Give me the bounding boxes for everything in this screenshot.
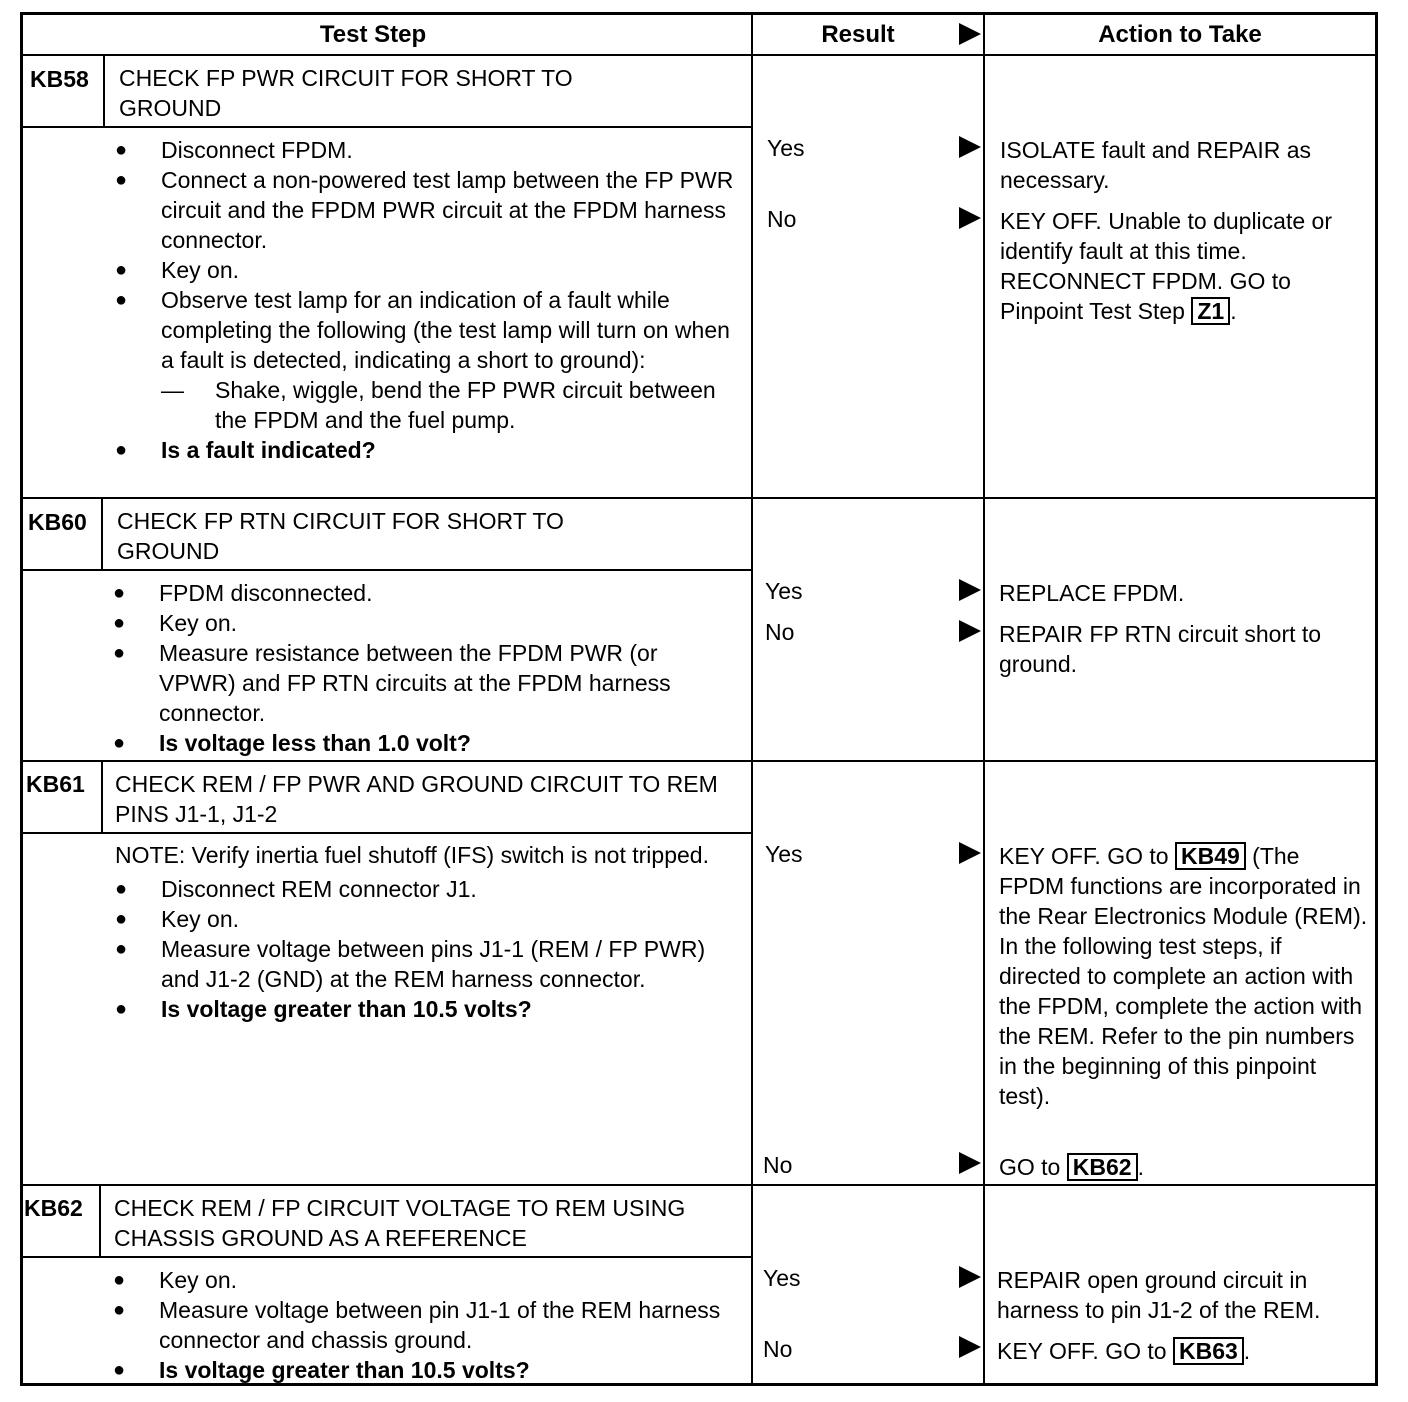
- action-text: GO to: [999, 1154, 1061, 1180]
- step-title-divider: [23, 126, 753, 128]
- action-text: KEY OFF. GO to: [999, 843, 1169, 869]
- header-divider: [23, 54, 1375, 56]
- step-id-divider: [99, 1186, 101, 1257]
- action-no: [997, 1336, 1367, 1366]
- result-arrow-icon: [959, 1152, 981, 1174]
- note-text: NOTE: Verify inertia fuel shutoff (IFS) switch is not tripped.: [115, 842, 709, 868]
- result-arrow-icon: [959, 620, 981, 642]
- step-ref-link[interactable]: KB49: [1175, 842, 1246, 870]
- header-arrow-icon: [959, 23, 981, 45]
- action-yes: REPLACE FPDM.: [999, 580, 1185, 606]
- step-body: [113, 578, 733, 758]
- step-title-divider: [23, 569, 753, 571]
- action-no: REPAIR FP RTN circuit short to ground.: [999, 621, 1322, 677]
- bullet-item: ● Measure resistance between the FPDM PWR (or VPWR) and FP RTN circuits at the FPDM harness connector.: [113, 638, 733, 728]
- bullet-item: ● Disconnect FPDM.: [115, 135, 735, 165]
- action-end: .: [1243, 1338, 1251, 1364]
- bullet-item: ● FPDM disconnected.: [113, 578, 733, 608]
- column-divider-action: [983, 15, 985, 1383]
- diagnostic-table: [20, 12, 1378, 1386]
- bullet-item: ● Key on.: [113, 1265, 733, 1295]
- question-item: ● Is voltage less than 1.0 volt?: [113, 728, 733, 758]
- step-id-divider: [101, 499, 103, 570]
- result-no: No: [767, 206, 797, 232]
- bullet-item: ● Measure voltage between pins J1-1 (REM / FP PWR) and J1-2 (GND) at the REM harness connector.: [115, 934, 725, 994]
- step-id-divider: [103, 55, 105, 127]
- action-end: .: [1230, 298, 1237, 324]
- action-end: .: [1137, 1154, 1144, 1180]
- action-text: KEY OFF. GO to: [997, 1338, 1167, 1364]
- question-item: ● Is a fault indicated?: [115, 435, 735, 465]
- bullet-item: ● Key on.: [113, 608, 733, 638]
- step-title: CHECK FP PWR CIRCUIT FOR SHORT TO GROUND: [119, 65, 573, 121]
- action-yes: REPAIR open ground circuit in harness to pin J1-2 of the REM.: [997, 1267, 1321, 1323]
- step-title-divider: [23, 832, 753, 834]
- result-arrow-icon: [959, 579, 981, 601]
- step-title-divider: [23, 1256, 753, 1258]
- step-id: KB58: [30, 66, 89, 92]
- dash-mark: —: [161, 377, 184, 403]
- step-ref-link[interactable]: Z1: [1191, 297, 1230, 325]
- action-text: KEY OFF. Unable to duplicate or identify fault at this time. RECONNECT FPDM. GO to Pinpoint Test Step: [1000, 208, 1332, 324]
- result-yes: Yes: [765, 578, 803, 604]
- result-yes: Yes: [763, 1265, 801, 1291]
- step-ref-link[interactable]: KB62: [1067, 1153, 1138, 1181]
- bullet-item: ● Measure voltage between pin J1-1 of the REM harness connector and chassis ground.: [113, 1295, 733, 1355]
- step-body: [115, 840, 725, 1024]
- column-divider-result: [751, 15, 753, 1383]
- action-text: (The FPDM functions are incorporated in the Rear Electronics Module (REM). In the following test steps, if directed to complete an action with the FPDM, complete the action with the REM. Refer to the pin numbers in the beginning of this pinpoint test).: [999, 843, 1368, 1109]
- result-no: No: [763, 1152, 793, 1178]
- header-test-step: Test Step: [319, 21, 427, 48]
- step-id-divider: [101, 762, 103, 833]
- step-id: KB60: [28, 509, 87, 535]
- action-no: [999, 1152, 1369, 1182]
- bullet-item: ● Disconnect REM connector J1.: [115, 874, 725, 904]
- result-arrow-icon: [959, 842, 981, 864]
- result-yes: Yes: [765, 841, 803, 867]
- header-result: Result: [821, 21, 895, 48]
- row-divider: [23, 1184, 1375, 1186]
- row-divider: [23, 497, 1375, 499]
- step-ref-link[interactable]: KB63: [1173, 1337, 1244, 1365]
- result-yes: Yes: [767, 135, 805, 161]
- header-action: Action to Take: [1098, 21, 1262, 48]
- question-item: ● Is voltage greater than 10.5 volts?: [113, 1355, 733, 1385]
- step-body: [115, 135, 735, 465]
- bullet-item: ● Observe test lamp for an indication of a fault while completing the following (the test lamp will turn on when a fault is detected, indicating a short to ground):: [115, 285, 735, 375]
- result-arrow-icon: [959, 1336, 981, 1358]
- result-arrow-icon: [959, 136, 981, 158]
- bullet-item: ● Key on.: [115, 904, 725, 934]
- result-no: No: [765, 619, 795, 645]
- result-no: No: [763, 1336, 793, 1362]
- action-yes: ISOLATE fault and REPAIR as necessary.: [1000, 137, 1312, 193]
- step-title: CHECK FP RTN CIRCUIT FOR SHORT TO GROUND: [117, 508, 564, 564]
- result-arrow-icon: [959, 1266, 981, 1288]
- bullet-item: ● Key on.: [115, 255, 735, 285]
- step-title: CHECK REM / FP PWR AND GROUND CIRCUIT TO REM PINS J1-1, J1-2: [115, 771, 718, 827]
- step-id: KB61: [26, 771, 85, 797]
- bullet-item: ● Connect a non-powered test lamp between the FP PWR circuit and the FPDM PWR circuit at the FPDM harness connector.: [115, 165, 735, 255]
- action-yes: [999, 841, 1369, 1111]
- question-item: ● Is voltage greater than 10.5 volts?: [115, 994, 725, 1024]
- action-no: [1000, 206, 1370, 326]
- row-divider: [23, 760, 1375, 762]
- dash-item: [115, 375, 735, 435]
- step-body: [113, 1265, 733, 1385]
- step-id: KB62: [24, 1195, 83, 1221]
- result-arrow-icon: [959, 207, 981, 229]
- dash-text: Shake, wiggle, bend the FP PWR circuit between the FPDM and the fuel pump.: [215, 377, 716, 433]
- step-title: CHECK REM / FP CIRCUIT VOLTAGE TO REM USING CHASSIS GROUND AS A REFERENCE: [114, 1195, 686, 1251]
